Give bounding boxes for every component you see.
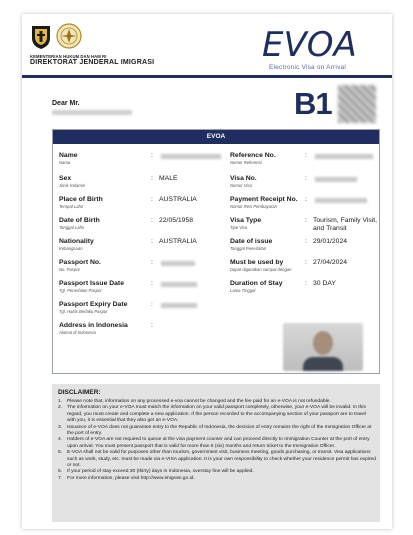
- field-passport-expiry-date: Passport Expiry Date Tgl. Habis Berlaku Paspor: [59, 301, 128, 314]
- sex-value: MALE: [159, 175, 178, 182]
- applicant-photo: [283, 323, 363, 371]
- visa-type-value-line2: and Transit: [313, 225, 347, 232]
- name-value-redacted: [161, 154, 221, 159]
- duration-of-stay-value: 30 DAY: [313, 280, 336, 287]
- passport-expiry-date-redacted: [161, 303, 197, 308]
- field-passport-no: Passport No. No. Paspor: [59, 259, 101, 272]
- field-sex: Sex Jenis Kelamin: [59, 175, 86, 188]
- disclaimer-item: 3. Issuance of e-VOA does not guarantee entry to the Republic of Indonesia, the decision of entry remains the right of the Immigration Officer at the port of entry.: [58, 424, 372, 437]
- place-of-birth-value: AUSTRALIA: [159, 196, 197, 203]
- field-duration-of-stay: Duration of Stay Lama Tinggal: [230, 280, 283, 293]
- field-visa-no: Visa No. Nomor Visa: [230, 175, 257, 188]
- nationality-value: AUSTRALIA: [159, 238, 197, 245]
- ministry-name: KEMENTERIAN HUKUM DAN HAM RI: [30, 54, 107, 59]
- evoa-brand-text: EVOA: [262, 26, 357, 60]
- field-passport-issue-date: Passport Issue Date Tgl. Penerbitan Paspor: [59, 280, 124, 293]
- greeting: Dear Mr.: [52, 100, 80, 107]
- ministry-emblem-icon: [30, 24, 52, 50]
- visa-code: B1: [294, 86, 332, 121]
- disclaimer-item: 4. Holders of e-VOA are not required to queue at the visa payment counter and can proceed directly to Immigration Counter at the port of entry upon arrival. You must present passport that is valid for more than 6 (six) months and return ticket to the Immigration Officer.: [58, 437, 370, 449]
- date-of-issue-value: 29/01/2024: [313, 238, 348, 245]
- field-date-of-birth: Date of Birth Tanggal Lahir: [59, 217, 100, 230]
- field-nationality: Nationality Kebangsaan: [59, 238, 94, 251]
- passport-issue-date-redacted: [161, 282, 197, 287]
- evoa-document: [22, 14, 392, 529]
- disclaimer-title: DISCLAIMER:: [58, 389, 101, 396]
- date-of-birth-value: 22/05/1958: [159, 217, 194, 224]
- field-date-of-issue: Date of issue Tanggal Penerbitan: [230, 238, 273, 251]
- passport-no-redacted: [161, 261, 195, 266]
- field-name: Name Nama: [59, 152, 78, 165]
- disclaimer-item: 2. The information on your e-VOA must match the information on your valid passport completely, otherwise, your e-VOA will be invalid. In this regard, you must create and complete a new application. If the person recorded to the accompanying section of your passport are to travel with you, it is essential that they also get an e-VOA.: [58, 405, 367, 424]
- must-be-used-by-value: 27/04/2024: [313, 259, 348, 266]
- header-divider: [22, 75, 392, 78]
- disclaimer-item: 7. For more information, please visit http://www.imigrasi.go.id.: [58, 475, 195, 481]
- document-header: [22, 14, 392, 76]
- qr-code-icon: [338, 85, 376, 123]
- payment-receipt-no-redacted: [315, 198, 367, 203]
- field-must-be-used-by: Must be used by Dapat digunakan sampai dengan: [230, 259, 292, 272]
- disclaimer-item: 5. E-VOA shall not be valid for purposes other than tourism, government visit, business meeting, goods purchasing, or transit. Visa applications such as work, study, etc. must be made via e-VISA application. It is your own responsibility to check whether your residence permit has expired or not.: [58, 450, 376, 469]
- field-place-of-birth: Place of Birth Tempat Lahir: [59, 196, 103, 209]
- immigration-seal-icon: [56, 23, 82, 49]
- field-visa-type: Visa Type Tipe Visa: [230, 217, 262, 230]
- disclaimer-item: 1. Please note that, information on any processed e-voa cannot be changed and the fee paid for an e-VOA is not refundable.: [58, 399, 331, 404]
- visa-details-card: EVOA Name Nama : Sex Jenis Kelamin : MALE Place of Birth Tempat Lahir : AUSTRALIA Date of Birth Tanggal Lahir : 22/05/1958 Nationality Kebangsaan : AUSTRALIA Passport No. No. Paspor : Passport Issue Date Tgl. Penerbitan Paspor : Passport Expiry Date Tgl. Habis Berlaku Paspor : Address in Indonesia Alamat di Indonesia : Reference No. Nomor Referensi : Visa No. Nomor Visa : Payment Receipt No. Nomor Resi Pembayaran : Visa Type Tipe Visa : Tourism, Family Visit, and Transit Date of issue Tanggal Penerbitan : 29/01/2024 Must be used by Dapat digunakan sampai dengan : 27/04/2024 Duration of Stay Lama Tinggal : 30 DAY: [52, 129, 380, 374]
- visa-no-redacted: [315, 177, 357, 182]
- disclaimer-item: 6. If your period of stay exceed 30 (thirty) days in Indonesia, overstay fine will be applied.: [58, 469, 254, 475]
- disclaimer-list: [58, 399, 376, 482]
- evoa-logo: [262, 26, 382, 60]
- reference-no-redacted: [315, 154, 373, 159]
- evoa-tagline: Electronic Visa on Arrival: [269, 64, 346, 71]
- field-address-in-indonesia: Address in Indonesia Alamat di Indonesia: [59, 322, 128, 335]
- field-reference-no: Reference No. Nomor Referensi: [230, 152, 276, 165]
- visa-type-value: Tourism, Family Visit,: [313, 217, 378, 224]
- disclaimer-box: [52, 384, 380, 522]
- card-title: EVOA: [53, 130, 379, 144]
- greeting-name-redacted: [52, 110, 132, 115]
- field-payment-receipt-no: Payment Receipt No. Nomor Resi Pembayaran: [230, 196, 298, 209]
- directorate-name: DIREKTORAT JENDERAL IMIGRASI: [30, 59, 155, 66]
